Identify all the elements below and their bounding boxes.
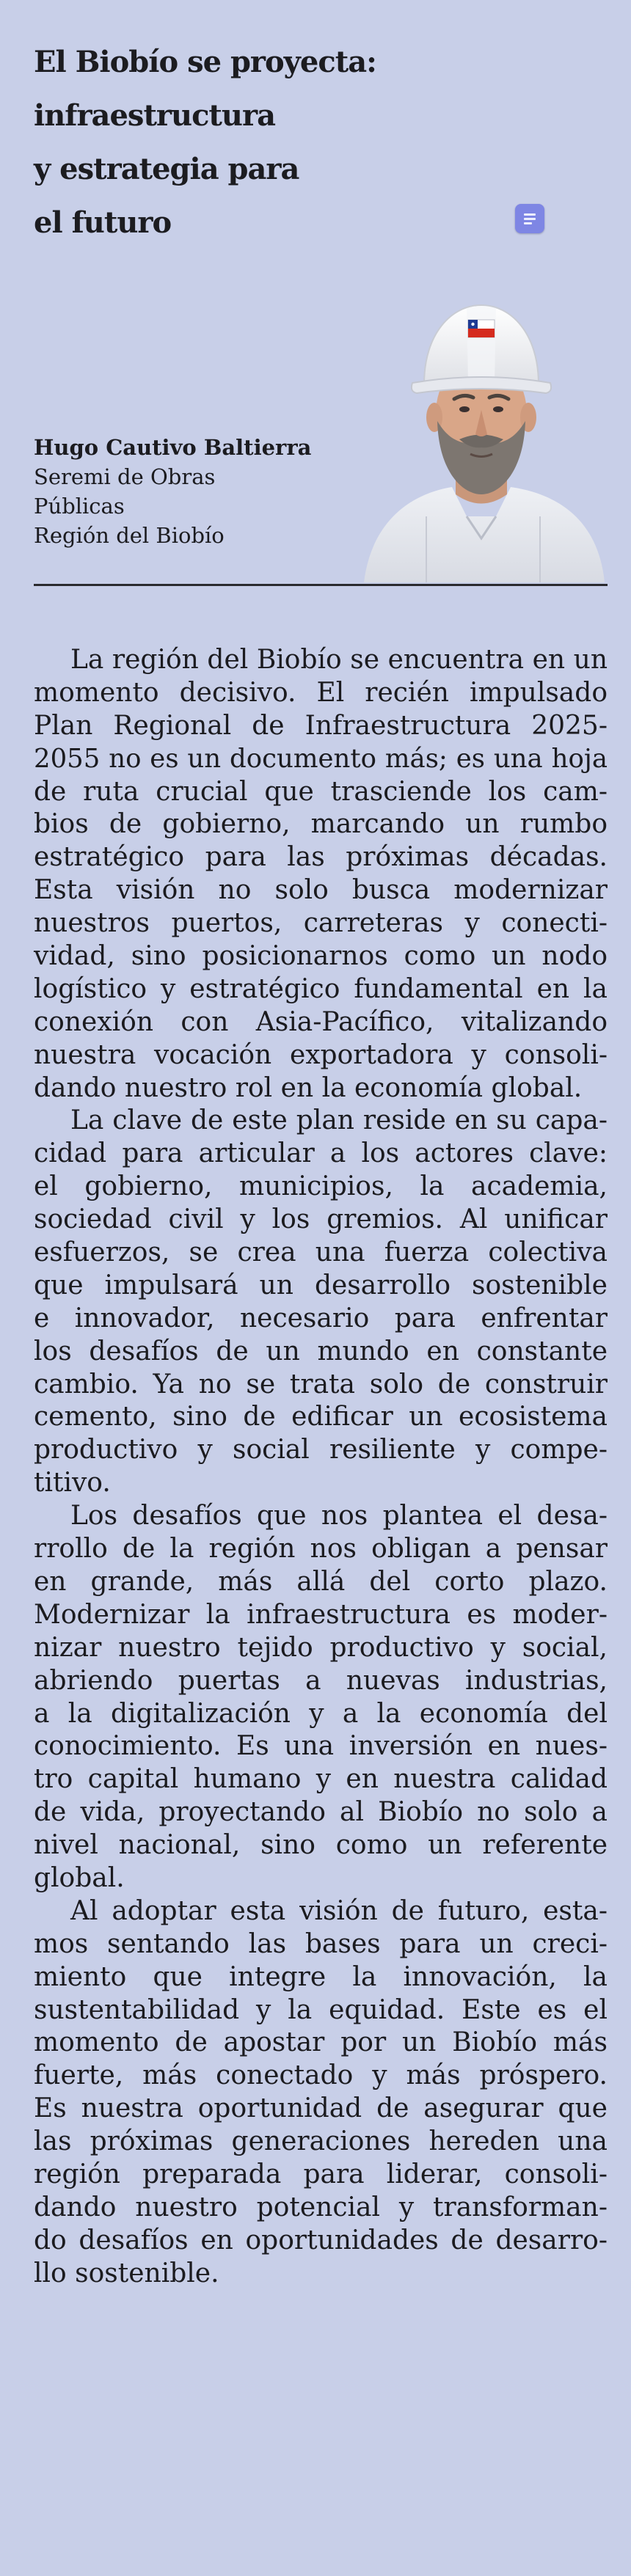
- body-line: en grande, más allá del corto plazo.: [34, 1566, 608, 1597]
- body-line: de ruta crucial que trasciende los cam-: [34, 776, 608, 807]
- byline-divider: [34, 584, 608, 586]
- body-line: La clave de este plan reside en su capa-: [70, 1105, 608, 1136]
- body-line: Es nuestra oportunidad de asegurar que: [34, 2093, 608, 2124]
- body-line: nivel nacional, sino como un referente: [34, 1830, 608, 1861]
- body-paragraph: [34, 1895, 608, 2291]
- body-line: sociedad civil y los gremios. Al unificar: [34, 1204, 608, 1235]
- body-paragraph: [34, 1105, 608, 1500]
- body-line: a la digitalización y a la economía del: [34, 1698, 608, 1729]
- chile-flag-icon: [468, 320, 495, 337]
- author-name: Hugo Cautivo Baltierra: [34, 435, 312, 460]
- body-line: las próximas generaciones hereden una: [34, 2126, 608, 2157]
- body-line: que impulsará un desarrollo sostenible: [34, 1270, 608, 1300]
- body-line: esfuerzos, se crea una fuerza colectiva: [34, 1237, 608, 1268]
- body-line: tro capital humano y en nuestra calidad: [34, 1764, 608, 1795]
- author-byline: [34, 433, 342, 550]
- body-line: conexión con Asia-Pacífico, vitalizando: [34, 1006, 608, 1037]
- body-line: estratégico para las próximas décadas.: [34, 842, 608, 873]
- body-line: fuerte, más conectado y más próspero.: [34, 2060, 608, 2091]
- body-line: llo sostenible.: [34, 2258, 219, 2288]
- body-line: vidad, sino posicionarnos como un nodo: [34, 941, 608, 972]
- body-line: Modernizar la infraestructura es moder-: [34, 1599, 608, 1630]
- headline-line: y estrategia para: [34, 152, 299, 186]
- author-role-line: Región del Biobío: [34, 523, 225, 548]
- body-line: cemento, sino de edificar un ecosistema: [34, 1402, 608, 1432]
- body-line: e innovador, necesario para enfrentar: [34, 1303, 608, 1333]
- body-line: cidad para articular a los actores clave:: [34, 1138, 608, 1169]
- body-line: Los desafíos que nos plantea el desa-: [70, 1501, 608, 1532]
- body-line: cambio. Ya no se trata solo de construir: [34, 1369, 608, 1399]
- body-line: Esta visión no solo busca modernizar: [34, 875, 608, 906]
- body-line: nizar nuestro tejido productivo y social,: [34, 1632, 608, 1663]
- body-line: do desafíos en oportunidades de desarro-: [34, 2225, 608, 2255]
- body-line: nuestros puertos, carreteras y conecti-: [34, 908, 608, 939]
- body-line: región preparada para liderar, consoli-: [34, 2159, 608, 2189]
- body-paragraph: [34, 644, 608, 1105]
- body-line: Al adoptar esta visión de futuro, esta-: [70, 1895, 608, 1926]
- body-line: miento que integre la innovación, la: [34, 1961, 608, 1992]
- author-role: [34, 462, 342, 550]
- author-role-line: Seremi de Obras: [34, 464, 216, 489]
- body-line: los desafíos de un mundo en constante: [34, 1336, 608, 1366]
- body-line: el gobierno, municipios, la academia,: [34, 1171, 608, 1202]
- body-line: momento decisivo. El recién impulsado: [34, 677, 608, 708]
- body-line: abriendo puertas a nuevas industrias,: [34, 1665, 608, 1696]
- note-icon[interactable]: [515, 204, 544, 233]
- body-line: Plan Regional de Infraestructura 2025-: [34, 710, 608, 741]
- author-portrait: [357, 274, 606, 582]
- body-line: de vida, proyectando al Biobío no solo a: [34, 1797, 608, 1828]
- article-body: [34, 644, 608, 2291]
- body-line: 2055 no es un documento más; es una hoja: [34, 743, 608, 774]
- body-line: titivo.: [34, 1468, 111, 1499]
- body-line: dando nuestro rol en la economía global.: [34, 1072, 583, 1103]
- body-line: La región del Biobío se encuentra en un: [70, 645, 608, 675]
- body-line: bios de gobierno, marcando un rumbo: [34, 809, 608, 840]
- body-line: global.: [34, 1862, 125, 1893]
- body-line: sustentabilidad y la equidad. Este es el: [34, 1994, 608, 2025]
- author-role-line: Públicas: [34, 494, 125, 519]
- body-line: conocimiento. Es una inversión en nues-: [34, 1731, 608, 1762]
- body-line: dando nuestro potencial y transforman-: [34, 2192, 608, 2222]
- body-line: mos sentando las bases para un creci-: [34, 1928, 608, 1959]
- body-paragraph: [34, 1500, 608, 1895]
- body-line: logístico y estratégico fundamental en la: [34, 973, 608, 1004]
- body-line: nuestra vocación exportadora y consoli-: [34, 1039, 608, 1070]
- body-line: momento de apostar por un Biobío más: [34, 2027, 608, 2058]
- headline-line: el futuro: [34, 205, 172, 240]
- body-line: rrollo de la región nos obligan a pensar: [34, 1534, 608, 1565]
- headline-line: infraestructura: [34, 98, 275, 133]
- headline-line: El Biobío se proyecta:: [34, 45, 376, 79]
- body-line: productivo y social resiliente y compe-: [34, 1435, 608, 1466]
